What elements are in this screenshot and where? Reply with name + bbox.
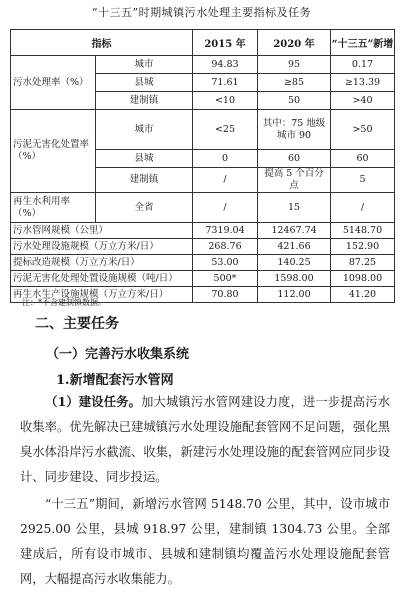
row-label: 提标改造规模（万立方米/日） <box>11 255 193 271</box>
row-sub: 建制镇 <box>96 92 193 110</box>
cell-change: 87.25 <box>331 255 395 271</box>
row-sub: 县城 <box>96 150 193 168</box>
cell-2015: 7319.04 <box>193 223 258 239</box>
table-note: 注：*不含建制镇数据。 <box>22 298 106 307</box>
cell-change: 152.90 <box>331 239 395 255</box>
row-label: 污水管网规模（公里） <box>11 223 193 239</box>
cell-2020: 60 <box>258 150 331 168</box>
row-sub: 建制镇 <box>96 168 193 193</box>
cell-2020: 50 <box>258 92 331 110</box>
header-2015: 2015 年 <box>193 30 258 56</box>
cell-2015: <25 <box>193 110 258 150</box>
reuse-rate-label: 再生水利用率（%） <box>11 193 96 223</box>
cell-2020: 421.66 <box>258 239 331 255</box>
table-row <box>11 239 395 255</box>
cell-change: 1098.00 <box>331 271 395 287</box>
cell-change: >50 <box>331 110 395 150</box>
row-label: 污泥无害化处理处置设施规模（吨/日） <box>11 271 193 287</box>
table-row <box>11 56 395 74</box>
cell-2020: 95 <box>258 56 331 74</box>
header-change: “十三五”新增 <box>331 30 395 56</box>
cell-2015: 500* <box>193 271 258 287</box>
cell-change: 0.17 <box>331 56 395 74</box>
cell-2015: 268.76 <box>193 239 258 255</box>
cell-2020: 1598.00 <box>258 271 331 287</box>
table-header-row <box>11 30 395 56</box>
paragraph-construction-task <box>20 389 390 490</box>
item-title: 1.新增配套污水管网 <box>56 373 174 388</box>
table-caption: “十三五”时期城镇污水处理主要指标及任务 <box>91 6 312 19</box>
cell-change: 60 <box>331 150 395 168</box>
cell-2015: 0 <box>193 150 258 168</box>
cell-2015: / <box>193 168 258 193</box>
row-label: 污水处理设施规模（万立方米/日） <box>11 239 193 255</box>
table-row <box>11 110 395 150</box>
cell-2020: 12467.74 <box>258 223 331 239</box>
indicator-table <box>10 29 395 303</box>
row-sub: 全省 <box>96 193 193 223</box>
cell-change: 41.20 <box>331 287 395 303</box>
cell-2020: ≥85 <box>258 74 331 92</box>
paragraph-body: 加大城镇污水管网建设力度，进一步提高污水收集率。优先解决已建城镇污水处理设施配套管网不足问题，强化黑臭水体沿岸污水截流、收集，新建污水处理设施的配套管网应同步设计、同步建设、同步投运。 <box>20 395 390 484</box>
cell-2020: 15 <box>258 193 331 223</box>
cell-change: 5 <box>331 168 395 193</box>
header-2020: 2020 年 <box>258 30 331 56</box>
row-label: 再生水生产设施规模（万立方米/日） <box>11 287 193 303</box>
table-row <box>11 271 395 287</box>
cell-2015: <10 <box>193 92 258 110</box>
cell-2015: 70.80 <box>193 287 258 303</box>
row-sub: 城市 <box>96 56 193 74</box>
table-row <box>11 223 395 239</box>
paragraph-lead: （1）建设任务。 <box>45 394 142 409</box>
cell-2020: 140.25 <box>258 255 331 271</box>
cell-change: ≥13.39 <box>331 74 395 92</box>
row-sub: 城市 <box>96 110 193 150</box>
sewage-rate-label: 污水处理率（%） <box>11 56 96 110</box>
header-indicator: 指标 <box>11 30 193 56</box>
cell-change: 5148.70 <box>331 223 395 239</box>
row-sub: 县城 <box>96 74 193 92</box>
cell-2020: 其中：75 地级城市 90 <box>258 110 331 150</box>
cell-2020: 112.00 <box>258 287 331 303</box>
cell-2015: 71.61 <box>193 74 258 92</box>
cell-2020: 提高 5 个百分点 <box>258 168 331 193</box>
cell-change: >40 <box>331 92 395 110</box>
table-row <box>11 255 395 271</box>
paragraph-body: “十三五”期间，新增污水管网 5148.70 公里，其中，设市城市 2925.00 公里，县城 918.97 公里，建制镇 1304.73 公里。全部建成后，所有设市城市、县城和建制镇均覆盖污水处理设施配套管网，大幅提高污水收集能力。 <box>20 497 390 586</box>
cell-2015: / <box>193 193 258 223</box>
cell-2015: 94.83 <box>193 56 258 74</box>
paragraph-pipeline-summary <box>20 492 390 592</box>
cell-change: / <box>331 193 395 223</box>
section-title: 二、主要任务 <box>35 316 119 332</box>
subsection-title: （一）完善污水收集系统 <box>46 347 190 362</box>
cell-2015: 53.00 <box>193 255 258 271</box>
sludge-rate-label: 污泥无害化处置率（%） <box>11 110 96 193</box>
table-row <box>11 193 395 223</box>
